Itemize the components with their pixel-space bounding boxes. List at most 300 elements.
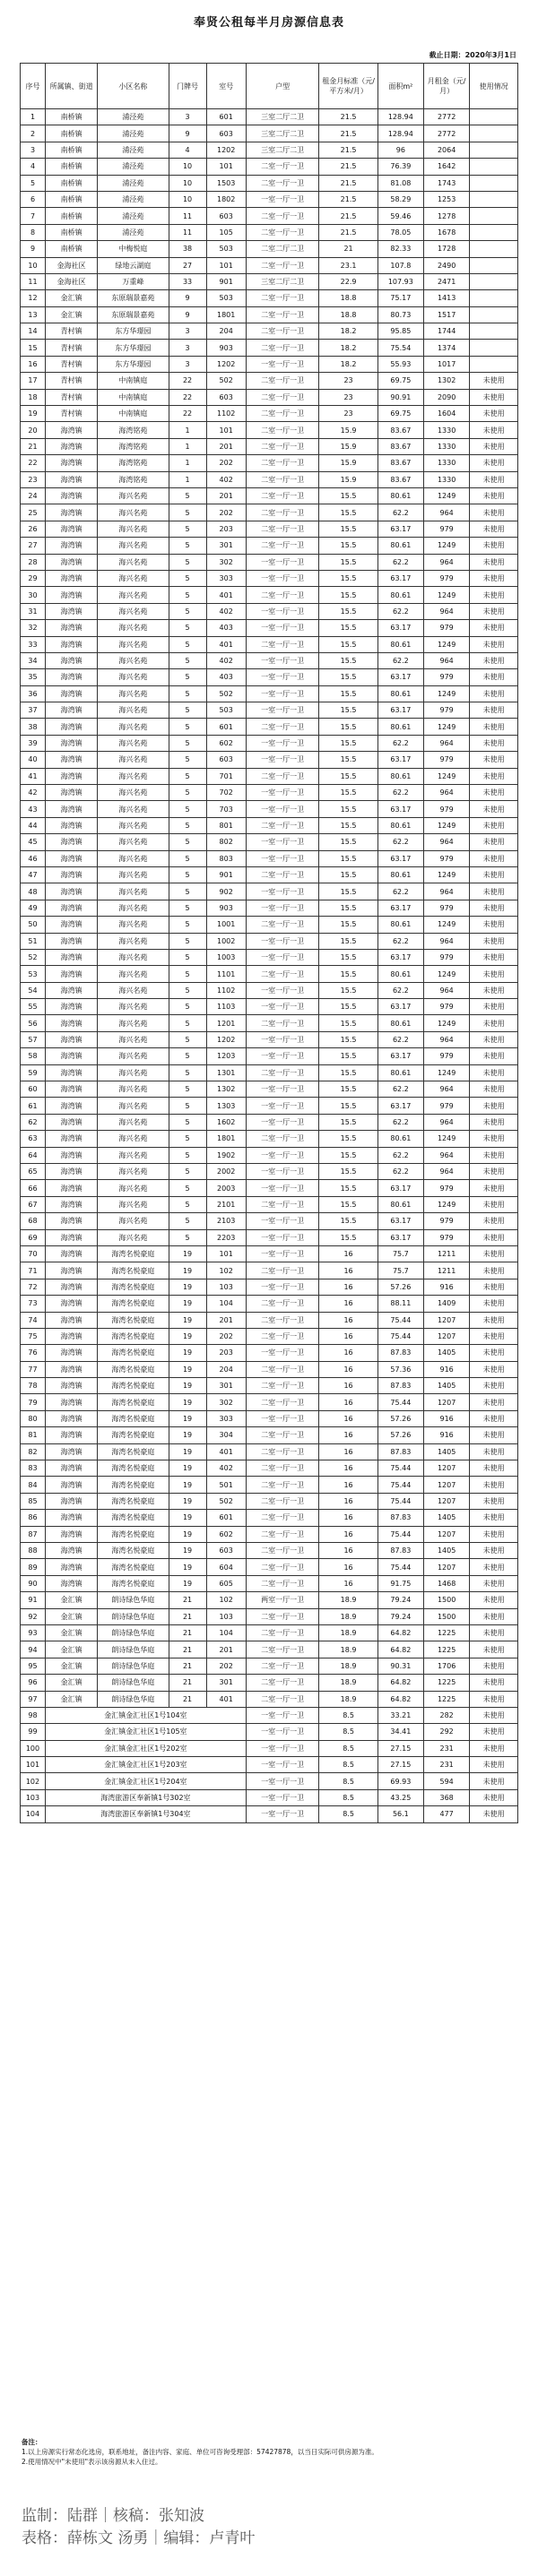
table-cell: 103 <box>206 1608 246 1624</box>
table-cell: 21.5 <box>319 159 377 175</box>
table-row <box>21 1245 518 1262</box>
table-cell: 二室一厅一卫 <box>246 1378 319 1394</box>
table-cell: 海兴名苑 <box>98 620 169 636</box>
table-cell: 64.82 <box>377 1624 423 1641</box>
table-cell: 80.61 <box>377 636 423 652</box>
table-cell: 三室二厅二卫 <box>246 142 319 158</box>
table-cell: 26 <box>21 521 46 537</box>
column-header: 月租金（元/月） <box>424 64 470 109</box>
table-cell: 未使用 <box>470 866 518 883</box>
table-cell: 23 <box>319 389 377 405</box>
table-cell <box>470 290 518 306</box>
table-cell: 朗诗绿色华庭 <box>98 1675 169 1691</box>
table-cell: 1103 <box>206 999 246 1015</box>
table-cell: 未使用 <box>470 999 518 1015</box>
table-cell: 76 <box>21 1345 46 1361</box>
table-cell: 29 <box>21 570 46 586</box>
table-cell: 79.24 <box>377 1608 423 1624</box>
table-cell: 海兴名苑 <box>98 587 169 603</box>
table-cell: 80.61 <box>377 866 423 883</box>
table-cell: 一室一厅一卫 <box>246 752 319 768</box>
table-cell: 27.15 <box>377 1740 423 1756</box>
table-cell: 5 <box>169 685 206 702</box>
table-cell: 一室一厅一卫 <box>246 850 319 866</box>
table-cell: 二室一厅一卫 <box>246 389 319 405</box>
table-cell: 1249 <box>424 966 470 982</box>
table-cell: 80.61 <box>377 1064 423 1081</box>
table-cell: 63.17 <box>377 949 423 965</box>
table-cell: 85 <box>21 1493 46 1509</box>
table-cell: 未使用 <box>470 1064 518 1081</box>
table-cell: 603 <box>206 389 246 405</box>
table-cell: 二室一厅一卫 <box>246 1015 319 1031</box>
table-cell: 1706 <box>424 1658 470 1674</box>
table-cell: 92 <box>21 1608 46 1624</box>
table-cell: 2003 <box>206 1180 246 1196</box>
table-cell: 1249 <box>424 817 470 833</box>
table-cell: 63.17 <box>377 801 423 817</box>
table-cell: 海湾镇 <box>45 801 97 817</box>
table-cell: 1409 <box>424 1296 470 1312</box>
table-cell: 1303 <box>206 1098 246 1114</box>
table-cell: 1602 <box>206 1114 246 1130</box>
table-cell: 802 <box>206 834 246 850</box>
table-cell: 1202 <box>206 1031 246 1047</box>
table-cell: 15.5 <box>319 949 377 965</box>
table-cell: 53 <box>21 966 46 982</box>
table-cell: 二室一厅一卫 <box>246 1559 319 1575</box>
table-cell: 964 <box>424 1081 470 1098</box>
note-line: 1.以上房源实行常态化选房，联系地址，备注内容、家庭、单位可咨询受理部：57427878，以当日实际可供房源为准。 <box>22 2448 378 2456</box>
table-cell: 4 <box>169 142 206 158</box>
table-cell: 87.83 <box>377 1542 423 1558</box>
table-cell: 88 <box>21 1542 46 1558</box>
table-row <box>21 1213 518 1229</box>
table-cell: 964 <box>424 982 470 998</box>
table-cell: 75.44 <box>377 1526 423 1542</box>
table-cell: 66 <box>21 1180 46 1196</box>
table-cell: 964 <box>424 785 470 801</box>
table-cell: 未使用 <box>470 669 518 685</box>
table-cell: 海湾镇 <box>45 883 97 900</box>
table-cell: 海兴名苑 <box>98 1213 169 1229</box>
table-row <box>21 306 518 323</box>
table-cell: 2002 <box>206 1164 246 1180</box>
table-cell: 1225 <box>424 1641 470 1658</box>
table-cell: 401 <box>206 587 246 603</box>
table-cell: 未使用 <box>470 1098 518 1114</box>
table-cell: 1405 <box>424 1378 470 1394</box>
table-cell: 58 <box>21 1048 46 1064</box>
table-cell: 金汇镇金汇社区1号104室 <box>45 1707 246 1723</box>
table-cell: 916 <box>424 1279 470 1295</box>
table-cell: 金汇镇 <box>45 1624 97 1641</box>
table-cell: 1207 <box>424 1477 470 1493</box>
table-cell: 63.17 <box>377 669 423 685</box>
table-cell: 75 <box>21 1328 46 1344</box>
table-cell: 100 <box>21 1740 46 1756</box>
table-cell: 1728 <box>424 241 470 257</box>
table-row <box>21 290 518 306</box>
table-cell: 浦泾苑 <box>98 224 169 240</box>
table-cell: 964 <box>424 504 470 521</box>
table-cell: 二室一厅一卫 <box>246 1691 319 1707</box>
table-cell: 海湾镇 <box>45 636 97 652</box>
table-cell: 80 <box>21 1410 46 1426</box>
table-row <box>21 438 518 454</box>
table-cell: 二室一厅一卫 <box>246 471 319 487</box>
table-cell: 48 <box>21 883 46 900</box>
table-cell: 16 <box>319 1378 377 1394</box>
table-cell: 107.93 <box>377 273 423 289</box>
table-cell: 二室一厅一卫 <box>246 587 319 603</box>
table-cell: 海湾镇 <box>45 1328 97 1344</box>
table-cell: 16 <box>319 1394 377 1410</box>
table-cell: 5 <box>169 636 206 652</box>
table-cell: 一室一厅一卫 <box>246 999 319 1015</box>
table-row <box>21 735 518 751</box>
table-cell: 海湾镇 <box>45 438 97 454</box>
table-cell: 15.5 <box>319 603 377 619</box>
table-cell: 二室一厅一卫 <box>246 323 319 340</box>
table-cell: 浦泾苑 <box>98 125 169 142</box>
table-cell: 5 <box>169 817 206 833</box>
table-cell: 52 <box>21 949 46 965</box>
table-cell: 万重峰 <box>98 273 169 289</box>
table-cell: 16 <box>319 1493 377 1509</box>
table-cell: 19 <box>169 1378 206 1394</box>
table-cell: 二室一厅一卫 <box>246 504 319 521</box>
table-cell: 海兴名苑 <box>98 966 169 982</box>
table-cell: 916 <box>424 1361 470 1377</box>
table-cell: 3 <box>169 323 206 340</box>
table-cell: 一室一厅一卫 <box>246 1164 319 1180</box>
table-cell: 朗诗绿色华庭 <box>98 1658 169 1674</box>
table-cell: 1330 <box>424 455 470 471</box>
table-cell: 海兴名苑 <box>98 801 169 817</box>
table-cell: 5 <box>169 1147 206 1163</box>
table-row <box>21 257 518 273</box>
table-cell: 中南镇庭 <box>98 389 169 405</box>
table-cell: 一室一厅一卫 <box>246 1081 319 1098</box>
table-cell: 12 <box>21 290 46 306</box>
table-row <box>21 487 518 504</box>
table-cell: 海湾镇 <box>45 538 97 554</box>
table-cell: 15.5 <box>319 982 377 998</box>
table-cell: 海湾旅游区奉新镇1号302室 <box>45 1789 246 1805</box>
table-cell: 40 <box>21 752 46 768</box>
table-cell: 21 <box>169 1592 206 1608</box>
table-row <box>21 389 518 405</box>
table-row <box>21 373 518 389</box>
table-cell: 1468 <box>424 1575 470 1591</box>
table-cell: 金海社区 <box>45 257 97 273</box>
table-row <box>21 1789 518 1805</box>
table-cell: 11 <box>169 208 206 224</box>
table-cell: 未使用 <box>470 1477 518 1493</box>
table-cell: 海兴名苑 <box>98 999 169 1015</box>
table-cell: 15.5 <box>319 850 377 866</box>
table-row <box>21 982 518 998</box>
table-cell: 海湾镇 <box>45 917 97 933</box>
table-cell: 83 <box>21 1460 46 1477</box>
table-cell: 46 <box>21 850 46 866</box>
table-cell: 未使用 <box>470 1526 518 1542</box>
table-cell: 16 <box>319 1460 377 1477</box>
table-row <box>21 1031 518 1047</box>
table-cell: 海兴名苑 <box>98 487 169 504</box>
table-cell: 964 <box>424 554 470 570</box>
table-cell: 96 <box>377 142 423 158</box>
table-cell: 海湾镇 <box>45 1031 97 1047</box>
table-cell: 未使用 <box>470 850 518 866</box>
table-cell: 74 <box>21 1312 46 1328</box>
table-cell: 海湾名悦豪庭 <box>98 1443 169 1460</box>
table-cell: 105 <box>206 224 246 240</box>
table-cell: 二室一厅一卫 <box>246 175 319 191</box>
table-cell: 80.73 <box>377 306 423 323</box>
table-cell: 8.5 <box>319 1773 377 1789</box>
table-cell: 海兴名苑 <box>98 735 169 751</box>
table-cell: 18.2 <box>319 323 377 340</box>
table-cell: 一室一厅一卫 <box>246 1757 319 1773</box>
table-row <box>21 554 518 570</box>
table-cell <box>470 306 518 323</box>
table-row <box>21 1378 518 1394</box>
table-cell: 65 <box>21 1164 46 1180</box>
table-cell: 63.17 <box>377 999 423 1015</box>
table-cell: 63.17 <box>377 521 423 537</box>
table-cell: 22 <box>169 389 206 405</box>
table-cell: 102 <box>21 1773 46 1789</box>
table-row <box>21 685 518 702</box>
table-cell: 302 <box>206 554 246 570</box>
table-cell: 16 <box>319 1262 377 1279</box>
table-cell: 801 <box>206 817 246 833</box>
table-cell: 海湾镇 <box>45 1510 97 1526</box>
table-cell <box>470 142 518 158</box>
table-cell: 海湾镇 <box>45 1493 97 1509</box>
table-cell: 43 <box>21 801 46 817</box>
table-cell: 二室一厅一卫 <box>246 1675 319 1691</box>
table-cell: 东原瑞景嘉苑 <box>98 306 169 323</box>
table-cell: 海湾镇 <box>45 1262 97 1279</box>
table-cell: 1207 <box>424 1493 470 1509</box>
table-row <box>21 1081 518 1098</box>
table-row <box>21 175 518 191</box>
table-cell: 201 <box>206 1641 246 1658</box>
table-cell: 海湾镇 <box>45 1098 97 1114</box>
table-cell: 海湾镇 <box>45 455 97 471</box>
table-cell: 中梅悦庭 <box>98 241 169 257</box>
table-cell: 75.44 <box>377 1493 423 1509</box>
table-cell: 107.8 <box>377 257 423 273</box>
table-cell: 中南镇庭 <box>98 373 169 389</box>
table-row <box>21 1312 518 1328</box>
table-cell: 602 <box>206 735 246 751</box>
table-cell: 1249 <box>424 1131 470 1147</box>
table-cell: 979 <box>424 850 470 866</box>
table-cell: 二室一厅一卫 <box>246 1131 319 1147</box>
table-cell: 海湾镇 <box>45 1245 97 1262</box>
table-cell: 1207 <box>424 1559 470 1575</box>
table-cell: 未使用 <box>470 636 518 652</box>
table-cell: 东方华璟园 <box>98 340 169 356</box>
table-cell: 二室一厅一卫 <box>246 224 319 240</box>
table-cell: 海湾镇 <box>45 570 97 586</box>
table-row <box>21 587 518 603</box>
table-cell: 一室一厅一卫 <box>246 1740 319 1756</box>
table-cell: 1405 <box>424 1345 470 1361</box>
table-cell: 62.2 <box>377 1147 423 1163</box>
table-cell: 5 <box>169 603 206 619</box>
table-cell: 一室一厅一卫 <box>246 1229 319 1245</box>
table-cell: 83.67 <box>377 438 423 454</box>
table-cell: 未使用 <box>470 1296 518 1312</box>
table-row <box>21 1510 518 1526</box>
table-cell: 2203 <box>206 1229 246 1245</box>
table-cell: 海湾镇 <box>45 719 97 735</box>
table-cell: 二室一厅一卫 <box>246 768 319 784</box>
table-row <box>21 125 518 142</box>
table-cell: 1201 <box>206 1015 246 1031</box>
table-cell: 海兴名苑 <box>98 1164 169 1180</box>
table-cell: 67 <box>21 1196 46 1212</box>
table-row <box>21 999 518 1015</box>
table-cell: 1001 <box>206 917 246 933</box>
table-cell: 964 <box>424 1031 470 1047</box>
table-cell: 一室一厅一卫 <box>246 933 319 949</box>
table-cell: 海湾镇 <box>45 999 97 1015</box>
table-cell: 5 <box>169 752 206 768</box>
table-cell: 未使用 <box>470 1806 518 1822</box>
table-cell: 金汇镇 <box>45 1641 97 1658</box>
table-cell: 5 <box>169 1081 206 1098</box>
table-cell: 海湾镇 <box>45 834 97 850</box>
table-cell: 15.5 <box>319 834 377 850</box>
table-cell: 201 <box>206 1312 246 1328</box>
table-row <box>21 224 518 240</box>
table-cell: 15.5 <box>319 1064 377 1081</box>
table-cell: 34 <box>21 652 46 668</box>
table-cell: 海湾镇 <box>45 1394 97 1410</box>
column-header: 使用情况 <box>470 64 518 109</box>
table-cell: 5 <box>169 1180 206 1196</box>
table-cell: 5 <box>169 521 206 537</box>
table-cell: 海湾镇 <box>45 966 97 982</box>
table-cell: 1249 <box>424 636 470 652</box>
table-cell: 未使用 <box>470 1279 518 1295</box>
table-cell: 16 <box>319 1477 377 1493</box>
table-row <box>21 1575 518 1591</box>
table-cell: 5 <box>169 866 206 883</box>
table-row <box>21 241 518 257</box>
table-row <box>21 1773 518 1789</box>
table-cell: 二室一厅一卫 <box>246 208 319 224</box>
table-cell: 23 <box>21 471 46 487</box>
table-cell: 18.8 <box>319 290 377 306</box>
table-cell: 南桥镇 <box>45 208 97 224</box>
table-cell: 87.83 <box>377 1378 423 1394</box>
table-cell: 海湾名悦豪庭 <box>98 1542 169 1558</box>
table-cell: 二室一厅一卫 <box>246 1624 319 1641</box>
table-cell: 海湾名悦豪庭 <box>98 1526 169 1542</box>
table-cell: 69.93 <box>377 1773 423 1789</box>
table-cell: 未使用 <box>470 1245 518 1262</box>
table-cell: 75.7 <box>377 1245 423 1262</box>
table-cell: 15.5 <box>319 1164 377 1180</box>
table-cell: 90 <box>21 1575 46 1591</box>
table-row <box>21 1608 518 1624</box>
table-cell: 605 <box>206 1575 246 1591</box>
table-cell: 一室一厅一卫 <box>246 1279 319 1295</box>
table-cell: 19 <box>169 1427 206 1443</box>
table-cell: 25 <box>21 504 46 521</box>
table-cell: 未使用 <box>470 1410 518 1426</box>
table-cell: 39 <box>21 735 46 751</box>
table-cell: 金汇镇 <box>45 1691 97 1707</box>
table-cell: 23 <box>319 406 377 422</box>
table-cell: 86 <box>21 1510 46 1526</box>
table-row <box>21 159 518 175</box>
table-cell: 10 <box>21 257 46 273</box>
table-row <box>21 538 518 554</box>
table-cell: 21.5 <box>319 208 377 224</box>
table-cell: 62.2 <box>377 933 423 949</box>
table-cell: 海湾镇 <box>45 1427 97 1443</box>
table-cell: 102 <box>206 1592 246 1608</box>
table-cell: 15.5 <box>319 685 377 702</box>
column-header: 门牌号 <box>169 64 206 109</box>
table-cell: 38 <box>21 719 46 735</box>
table-row <box>21 1164 518 1180</box>
table-cell: 15.5 <box>319 999 377 1015</box>
table-cell: 80.61 <box>377 1196 423 1212</box>
table-cell: 未使用 <box>470 685 518 702</box>
table-cell: 1249 <box>424 487 470 504</box>
notes-heading: 备注： <box>22 2438 42 2446</box>
table-cell: 69.75 <box>377 406 423 422</box>
table-cell: 5 <box>169 1114 206 1130</box>
table-cell: 未使用 <box>470 504 518 521</box>
table-row <box>21 1114 518 1130</box>
table-cell: 5 <box>169 620 206 636</box>
table-cell: 未使用 <box>470 1542 518 1558</box>
table-cell: 未使用 <box>470 900 518 916</box>
table-row <box>21 1658 518 1674</box>
table-cell: 海湾镇 <box>45 850 97 866</box>
table-cell: 503 <box>206 702 246 719</box>
table-cell: 1801 <box>206 1131 246 1147</box>
table-cell: 5 <box>169 1164 206 1180</box>
table-cell: 海兴名苑 <box>98 933 169 949</box>
table-cell: 南桥镇 <box>45 125 97 142</box>
table-cell: 21.5 <box>319 175 377 191</box>
table-cell: 海湾镇 <box>45 554 97 570</box>
table-cell: 964 <box>424 1164 470 1180</box>
table-cell: 海湾镇 <box>45 1015 97 1031</box>
table-cell: 5 <box>169 504 206 521</box>
table-cell: 二室一厅一卫 <box>246 1427 319 1443</box>
table-cell: 10 <box>169 175 206 191</box>
table-cell: 2103 <box>206 1213 246 1229</box>
table-cell: 9 <box>169 125 206 142</box>
table-cell: 金汇镇 <box>45 290 97 306</box>
table-cell: 二室一厅一卫 <box>246 917 319 933</box>
table-cell: 36 <box>21 685 46 702</box>
table-cell <box>470 125 518 142</box>
table-cell: 33 <box>169 273 206 289</box>
